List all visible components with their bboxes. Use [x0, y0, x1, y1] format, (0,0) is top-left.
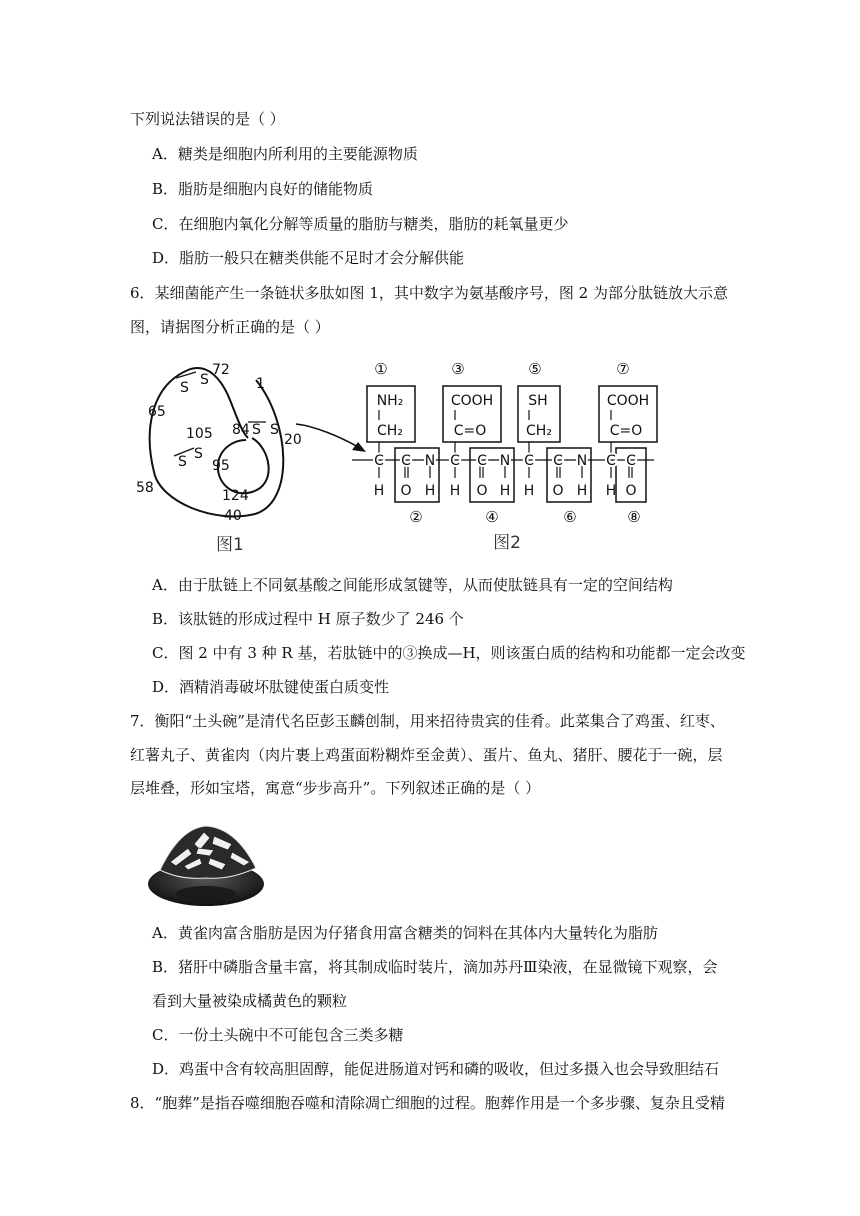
disulfide-s: S [180, 380, 189, 396]
backbone-atom: C [606, 453, 616, 469]
residue-number: 65 [148, 404, 166, 420]
r-group-text: NH₂ [376, 393, 404, 409]
r-group-text: COOH [606, 393, 650, 409]
circle-label: ⑦ [616, 360, 630, 378]
backbone-atom: N [499, 453, 511, 469]
residue-number: 40 [224, 508, 242, 524]
option-d: D．鸡蛋中含有较高胆固醇，能促进肠道对钙和磷的吸收，但过多摄入也会导致胆结石 [152, 1060, 720, 1078]
option-b: B．猪肝中磷脂含量丰富，将其制成临时装片，滴加苏丹Ⅲ染液，在显微镜下观察，会 [152, 958, 718, 976]
bottom-atom: H [449, 483, 461, 499]
residue-number: 124 [222, 488, 249, 504]
circle-label: ⑥ [563, 508, 577, 526]
option-a: A．由于肽链上不同氨基酸之间能形成氢键等，从而使肽链具有一定的空间结构 [152, 576, 673, 594]
r-group-text: C=O [609, 423, 643, 439]
option-c: C．一份土头碗中不可能包含三类多糖 [152, 1026, 404, 1044]
backbone-atom: C [553, 453, 563, 469]
circle-label: ⑧ [627, 508, 641, 526]
r-group-text: SH [528, 393, 548, 409]
bottom-atom: H [523, 483, 535, 499]
r-group-text: CH₂ [526, 423, 552, 439]
residue-number: 1 [256, 376, 265, 392]
option-b: B．脂肪是细胞内良好的储能物质 [152, 180, 374, 198]
residue-number: 72 [212, 362, 230, 378]
question-stem-line-3: 层堆叠，形如宝塔，寓意“步步高升”。下列叙述正确的是（ ） [130, 779, 541, 797]
bottom-atom: O [552, 483, 564, 499]
circle-label: ① [374, 360, 388, 378]
circle-label: ④ [485, 508, 499, 526]
circle-label: ② [409, 508, 423, 526]
option-d: D．脂肪一般只在糖类供能不足时才会分解供能 [152, 249, 465, 267]
r-group-text: CH₂ [377, 423, 403, 439]
backbone-atom: C [524, 453, 534, 469]
bottom-atom: H [605, 483, 617, 499]
figure-2-caption: 图2 [493, 533, 521, 553]
backbone-atom: C [401, 453, 411, 469]
bottom-atom: H [424, 483, 436, 499]
backbone-atom: N [424, 453, 436, 469]
bottom-atom: H [373, 483, 385, 499]
disulfide-s: S [178, 454, 187, 470]
bottom-atom: O [400, 483, 412, 499]
disulfide-s: S [270, 422, 279, 438]
option-c: C．在细胞内氧化分解等质量的脂肪与糖类，脂肪的耗氧量更少 [152, 215, 569, 233]
circle-label: ⑤ [528, 360, 542, 378]
disulfide-s: S [200, 372, 209, 388]
option-a: A．黄雀肉富含脂肪是因为仔猪食用富含糖类的饲料在其体内大量转化为脂肪 [152, 924, 658, 942]
backbone-atom: C [477, 453, 487, 469]
residue-number: 58 [136, 480, 154, 496]
backbone-atom: N [576, 453, 588, 469]
residue-number: 105 [186, 426, 213, 442]
question-stem-line-2: 图，请据图分析正确的是（ ） [130, 318, 330, 336]
residue-number: 20 [284, 432, 302, 448]
bottom-atom: O [476, 483, 488, 499]
question-stem-line-1: 7．衡阳“土头碗”是清代名臣彭玉麟创制，用来招待贵宾的佳肴。此菜集合了鸡蛋、红枣、 [130, 712, 725, 730]
backbone-atom: C [626, 453, 636, 469]
question-stem-line-2: 红薯丸子、黄雀肉（肉片裹上鸡蛋面粉糊炸至金黄）、蛋片、鱼丸、猪肝、腰花于一碗，层 [130, 746, 723, 764]
bottom-atom: H [576, 483, 588, 499]
bottom-atom: O [625, 483, 637, 499]
r-group-text: C=O [453, 423, 487, 439]
backbone-atom: C [450, 453, 460, 469]
option-a: A．糖类是细胞内所利用的主要能源物质 [152, 145, 418, 163]
r-group-text: COOH [450, 393, 494, 409]
circle-label: ③ [451, 360, 465, 378]
option-b-continued: 看到大量被染成橘黄色的颗粒 [152, 992, 348, 1010]
residue-number: 95 [212, 458, 230, 474]
disulfide-s: S [194, 446, 203, 462]
figure-2-peptide-chain [352, 358, 662, 554]
residue-number: 84 [232, 422, 250, 438]
figure-1-caption: 图1 [216, 535, 244, 555]
bottom-atom: H [499, 483, 511, 499]
dish-photo [140, 818, 274, 910]
backbone-atom: C [374, 453, 384, 469]
disulfide-s: S [252, 422, 261, 438]
question-stem: 下列说法错误的是（ ） [130, 110, 285, 128]
question-stem-line-1: 6．某细菌能产生一条链状多肽如图 1，其中数字为氨基酸序号，图 2 为部分肽链放大示意 [130, 284, 728, 302]
question-stem-line-1: 8．“胞葬”是指吞噬细胞吞噬和清除凋亡细胞的过程。胞葬作用是一个多步骤、复杂且受精 [130, 1094, 725, 1112]
option-b: B．该肽链的形成过程中 H 原子数少了 246 个 [152, 610, 464, 628]
option-c: C．图 2 中有 3 种 R 基，若肽链中的③换成—H，则该蛋白质的结构和功能都一定会改变 [152, 644, 746, 662]
option-d: D．酒精消毒破坏肽键使蛋白质变性 [152, 678, 390, 696]
